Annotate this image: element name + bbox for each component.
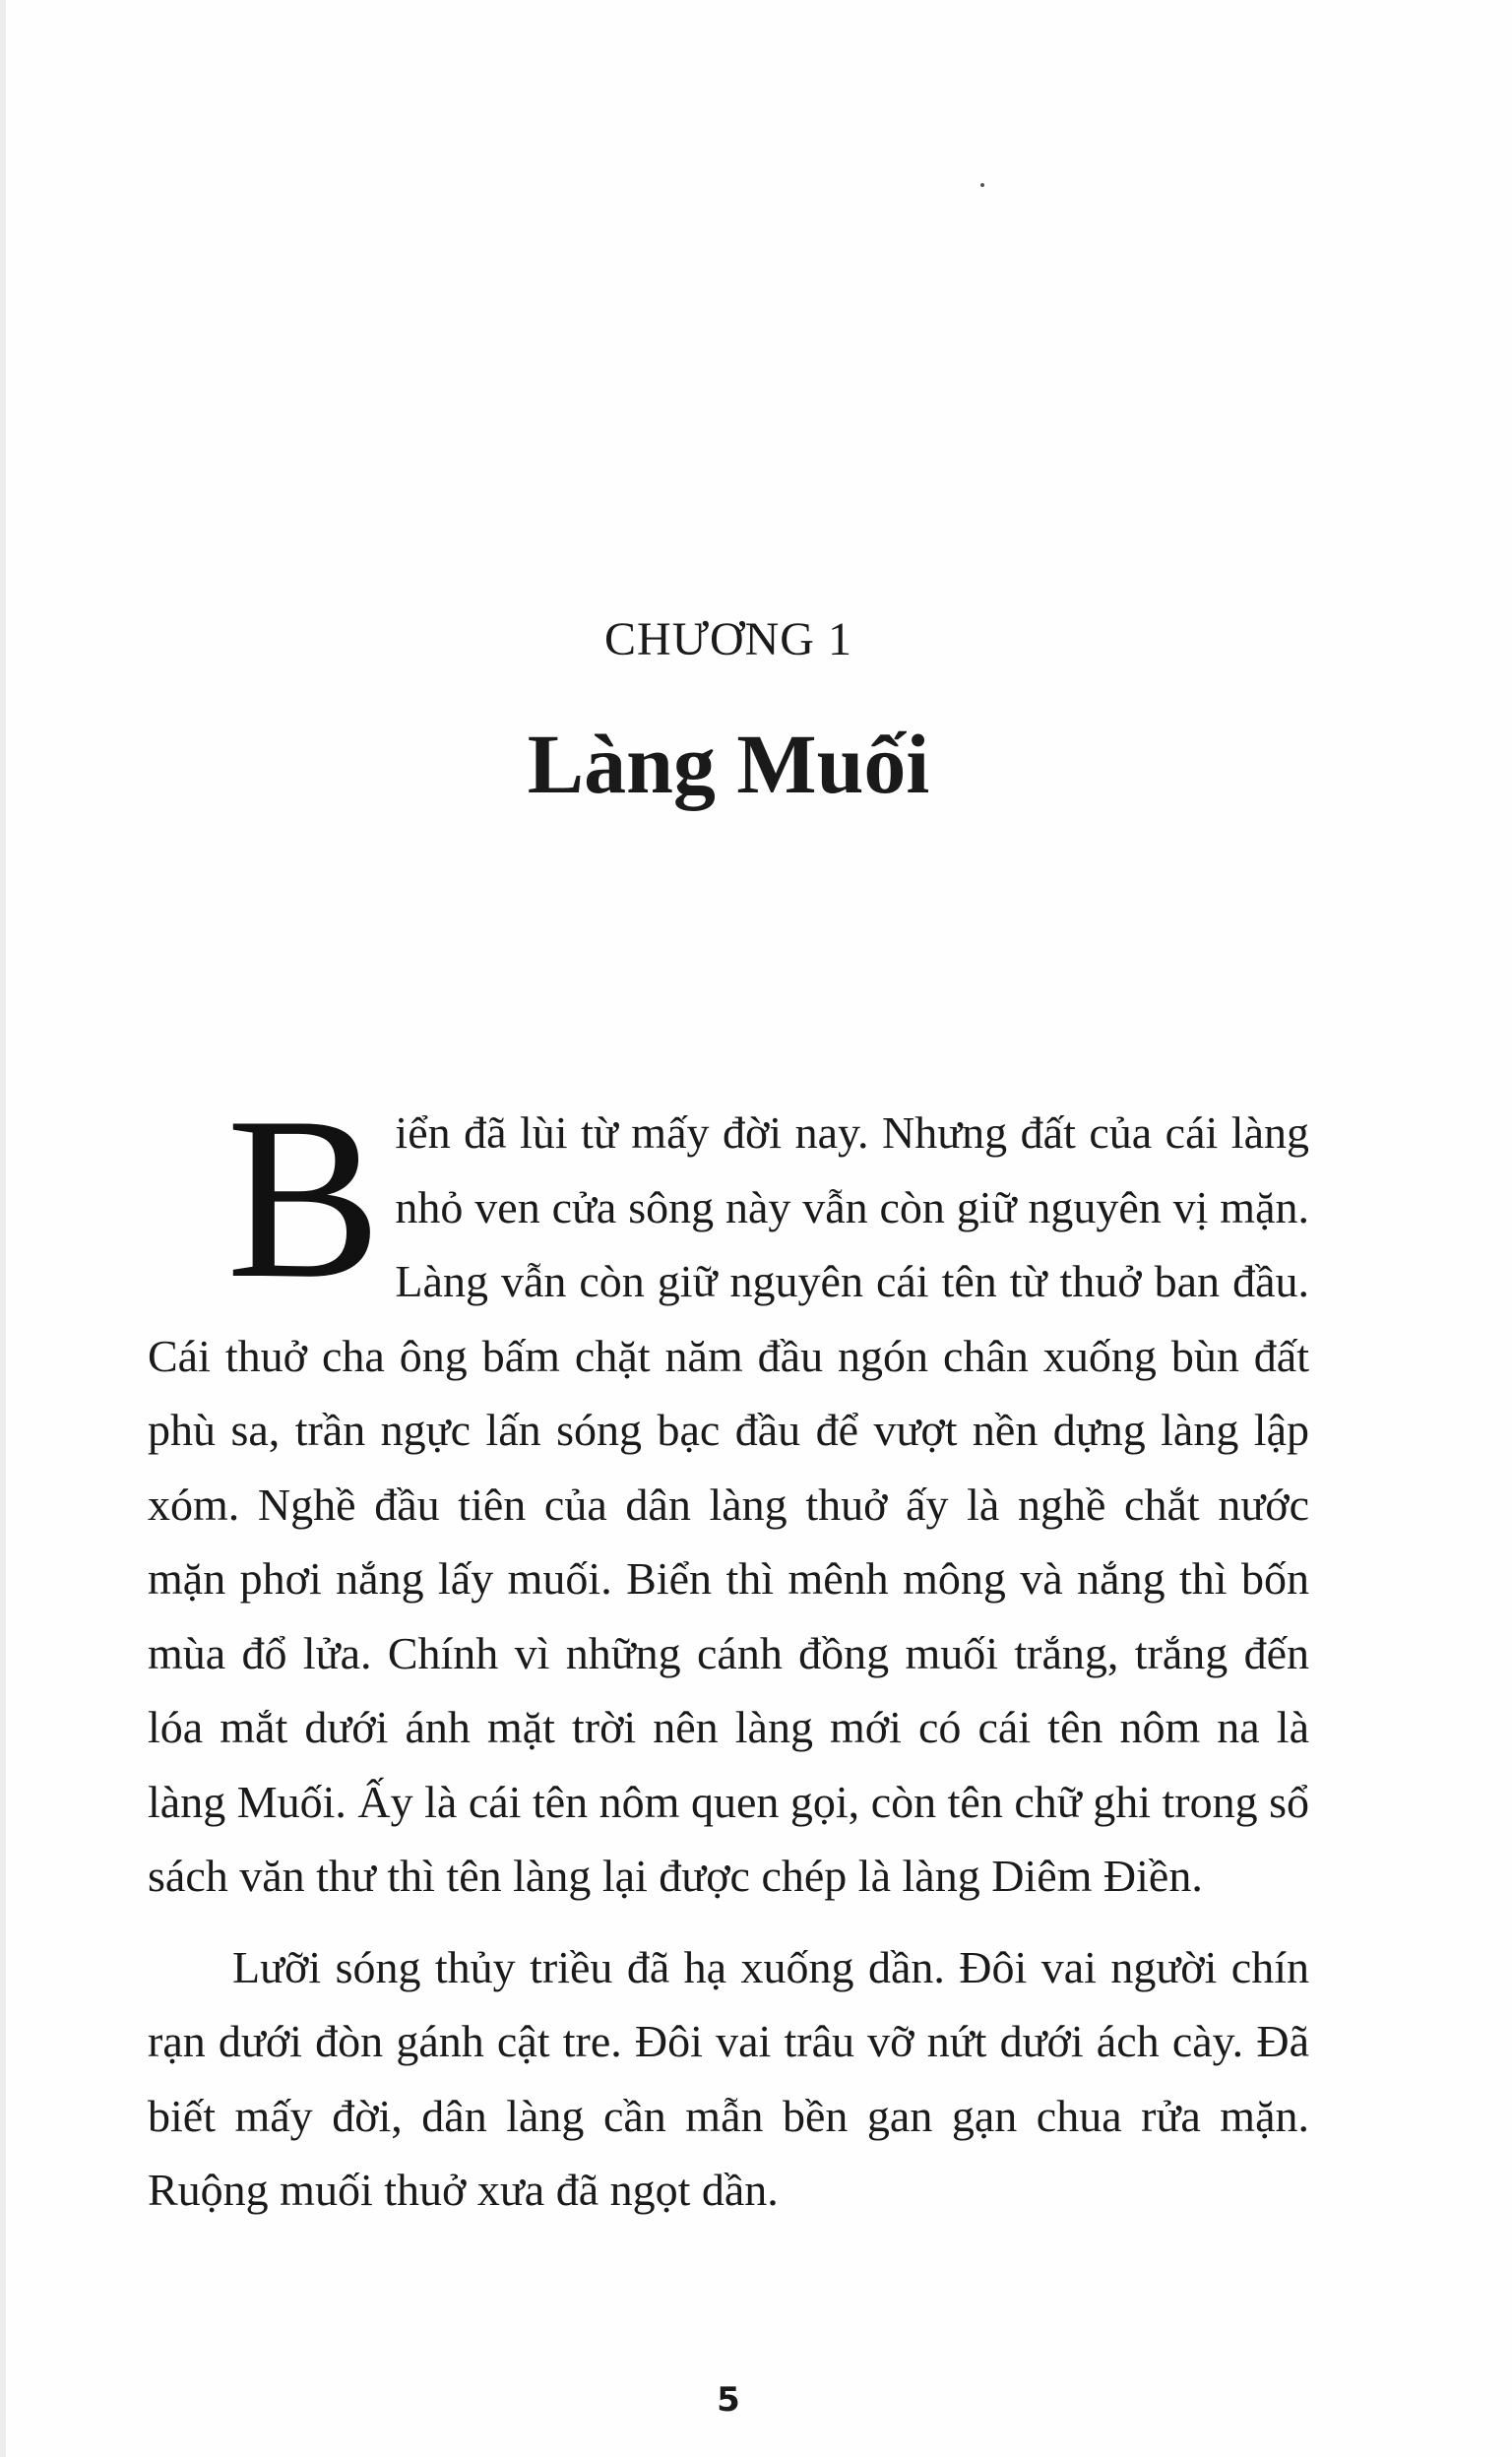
drop-cap: B	[226, 1070, 382, 1327]
body-text	[148, 1070, 1309, 2228]
chapter-title: Làng Muối	[527, 717, 930, 811]
chapter-label: CHƯƠNG 1	[604, 613, 852, 665]
print-speck	[980, 183, 984, 187]
page-edge-shadow	[0, 0, 6, 2457]
paragraph-1-text: iển đã lùi từ mấy đời nay. Nhưng đất của cái làng nhỏ ven cửa sông này vẫn còn giữ nguyên vị mặn. Làng vẫn còn giữ nguyên cái tên từ thuở ban đầu. Cái thuở cha ông bấm chặt năm đầu ngón chân xuống bùn đất phù sa, trần ngực lấn sóng bạc đầu để vượt nền dựng làng lập xóm. Nghề đầu tiên của dân làng thuở ấy là nghề chắt nước mặn phơi nắng lấy muối. Biển thì mênh mông và nắng thì bốn mùa đổ lửa. Chính vì những cánh đồng muối trắng, trắng đến lóa mắt dưới ánh mặt trời nên làng mới có cái tên nôm na là làng Muối. Ấy là cái tên nôm quen gọi, còn tên chữ ghi trong sổ sách văn thư thì tên làng lại được chép là làng Diêm Điền.	[148, 1107, 1309, 1901]
paragraph-1	[148, 1070, 1309, 1914]
page-number: 5	[717, 2380, 740, 2420]
paragraph-2: Lưỡi sóng thủy triều đã hạ xuống dần. Đôi vai người chín rạn dưới đòn gánh cật tre. Đôi vai trâu vỡ nứt dưới ách cày. Đã biết mấy đời, dân làng cần mẫn bền gan gạn chua rửa mặn. Ruộng muối thuở xưa đã ngọt dần.	[148, 1941, 1309, 2215]
